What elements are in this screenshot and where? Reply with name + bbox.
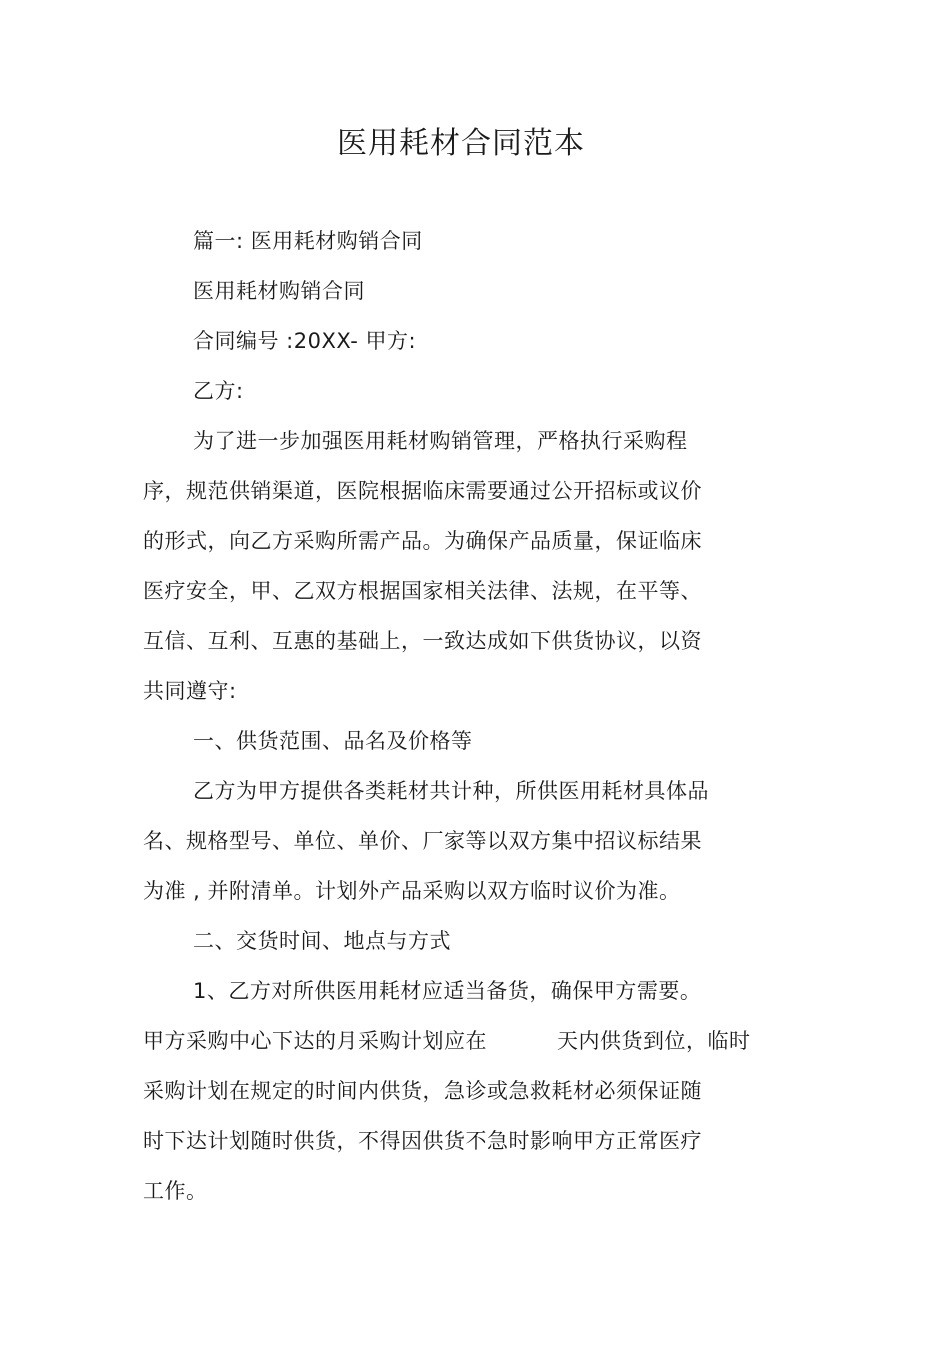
section-heading-delivery: 二、交货时间、地点与方式: [193, 929, 451, 953]
paragraph-segment: 甲方采购中心下达的月采购计划应在: [143, 1029, 487, 1053]
contract-number-line: 合同编号 :20XX- 甲方:: [193, 329, 417, 353]
section-heading-1: 篇一: 医用耗材购销合同: [193, 229, 423, 253]
paragraph-line: 名、规格型号、单位、单价、厂家等以双方集中招议标结果: [143, 829, 702, 853]
paragraph-line: 为了进一步加强医用耗材购销管理，严格执行采购程: [193, 429, 688, 453]
document-title: 医用耗材合同范本: [337, 126, 585, 161]
paragraph-line: 的形式，向乙方采购所需产品。为确保产品质量，保证临床: [143, 529, 702, 553]
paragraph-line: 共同遵守:: [143, 679, 237, 703]
paragraph-line-with-blank: [143, 1026, 751, 1056]
paragraph-segment: 天内供货到位，临时: [557, 1029, 751, 1053]
paragraph-line: 采购计划在规定的时间内供货，急诊或急救耗材必须保证随: [143, 1079, 702, 1103]
paragraph-line: 乙方为甲方提供各类耗材共计种，所供医用耗材具体品: [193, 779, 709, 803]
paragraph-line: 序，规范供销渠道，医院根据临床需要通过公开招标或议价: [143, 479, 702, 503]
section-heading-supply: 一、供货范围、品名及价格等: [193, 729, 473, 753]
party-b-line: 乙方:: [193, 379, 244, 403]
paragraph-line: 医疗安全，甲、乙双方根据国家相关法律、法规，在平等、: [143, 579, 702, 603]
paragraph-line: 时下达计划随时供货，不得因供货不急时影响甲方正常医疗: [143, 1129, 702, 1153]
contract-name: 医用耗材购销合同: [193, 279, 365, 303]
paragraph-line: 1、乙方对所供医用耗材应适当备货，确保甲方需要。: [193, 979, 702, 1003]
paragraph-line: 互信、互利、互惠的基础上，一致达成如下供货协议，以资: [143, 629, 702, 653]
paragraph-line: 为准 , 并附清单。计划外产品采购以双方临时议价为准。: [143, 879, 681, 903]
paragraph-line: 工作。: [143, 1179, 208, 1203]
